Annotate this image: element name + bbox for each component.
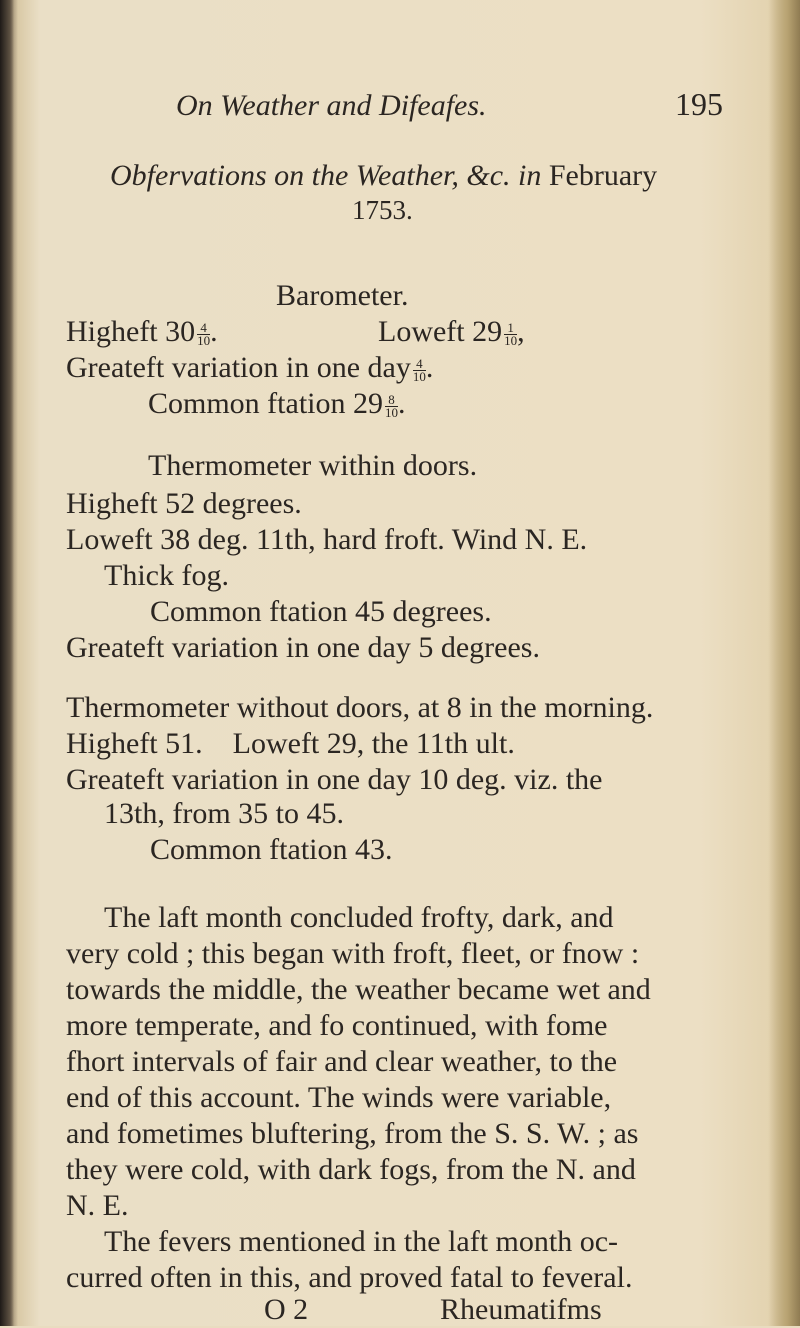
thermo-without-heading: Thermometer without doors, at 8 in the morning. [66, 691, 654, 724]
paragraph-line: N. E. [66, 1189, 129, 1222]
paragraph-line: fhort intervals of fair and clear weather, to the [66, 1045, 618, 1078]
paragraph-line: they were cold, with dark fogs, from the N. and [66, 1153, 636, 1186]
title-month: February [548, 159, 658, 192]
paragraph-line: and fometimes bluftering, from the S. S. W. ; as [66, 1117, 639, 1150]
barometer-highest: Higheft 30 $\frac{4}{10}$ . [66, 315, 218, 348]
section-title [110, 158, 657, 194]
running-title: On Weather and Difeafes. [176, 89, 487, 122]
barometer-lowest: Loweft 29 $\frac{1}{10}$ , [378, 315, 525, 348]
fraction: $\frac{8}{10}$ [385, 391, 398, 420]
thermo-without-variation: Greateft variation in one day 10 deg. viz. the [66, 763, 603, 796]
fraction: $\frac{4}{10}$ [197, 319, 211, 348]
page-number: 195 [675, 86, 723, 122]
page-edge [768, 0, 800, 1326]
thermo-within-variation: Greateft variation in one day 5 degrees. [66, 631, 540, 664]
paragraph-line: curred often in this, and proved fatal to feveral. [66, 1261, 633, 1294]
fraction: $\frac{1}{10}$ [504, 319, 518, 348]
fraction: $\frac{4}{10}$ [412, 355, 426, 384]
signature-mark: O 2 [264, 1293, 309, 1326]
barometer-heading: Barometer. [276, 279, 409, 312]
paragraph-line: The laft month concluded frofty, dark, and [104, 901, 614, 934]
thermo-within-lowest: Loweft 38 deg. 11th, hard froft. Wind N. E. [66, 523, 588, 556]
thermo-within-common: Common ftation 45 degrees. [150, 595, 492, 628]
thermo-without-common: Common ftation 43. [150, 833, 393, 866]
book-spine-shadow [0, 0, 14, 1326]
paragraph-line: end of this account. The winds were variable, [66, 1081, 612, 1114]
paragraph-line: towards the middle, the weather became wet and [66, 973, 651, 1006]
thermo-within-highest: Higheft 52 degrees. [66, 487, 302, 520]
thermo-without-highest-lowest: Higheft 51. Loweft 29, the 11th ult. [66, 727, 515, 760]
thermo-within-heading: Thermometer within doors. [148, 449, 478, 482]
barometer-common: Common ftation 29 $\frac{8}{10}$ . [148, 387, 406, 420]
paragraph-line: more temperate, and fo continued, with fome [66, 1009, 608, 1042]
barometer-variation: Greateft variation in one day $\frac{4}{10}$ . [66, 351, 434, 384]
thermo-within-lowest-cont: Thick fog. [104, 559, 229, 592]
catchword: Rheumatifms [440, 1293, 602, 1326]
paragraph-line: The fevers mentioned in the laft month oc- [104, 1225, 618, 1258]
thermo-without-variation-cont: 13th, from 35 to 45. [104, 797, 344, 830]
title-year: 1753. [352, 195, 413, 225]
title-italic: Obfervations on the Weather, &c. in [110, 159, 542, 192]
paragraph-line: very cold ; this began with froft, fleet, or fnow : [66, 937, 640, 970]
